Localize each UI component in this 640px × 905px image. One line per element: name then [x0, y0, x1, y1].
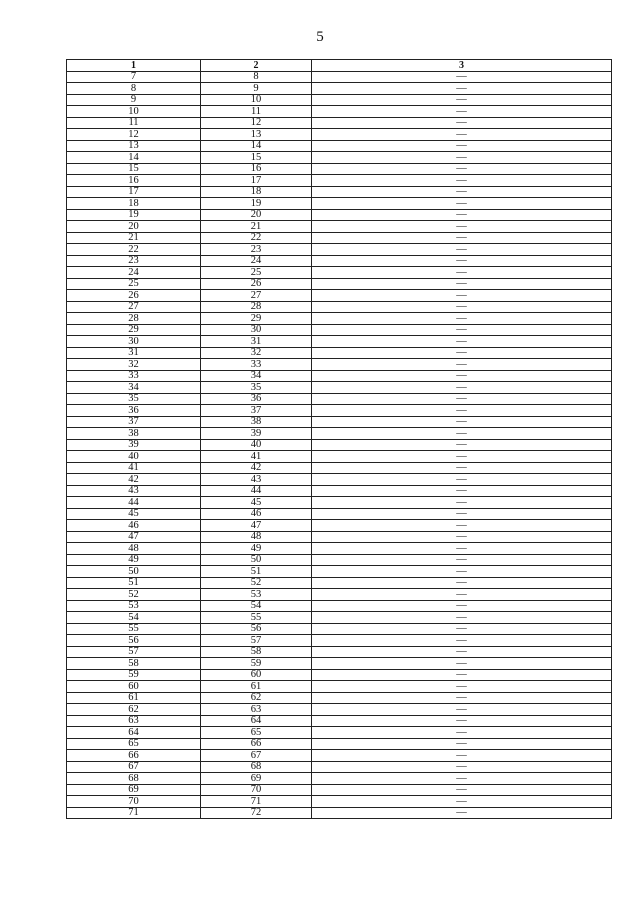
- table-cell-col-1: 15: [67, 163, 201, 175]
- table-cell-col-2: 70: [201, 784, 312, 796]
- table-cell-col-3: —: [312, 416, 612, 428]
- table-row: [67, 428, 612, 440]
- table-cell-col-3: —: [312, 807, 612, 819]
- table-cell-col-2: 13: [201, 129, 312, 141]
- table-cell-col-2: 40: [201, 439, 312, 451]
- table-row: [67, 359, 612, 371]
- table-cell-col-3: —: [312, 566, 612, 578]
- table-row: [67, 71, 612, 83]
- table-cell-col-1: 35: [67, 393, 201, 405]
- table-cell-col-2: 46: [201, 508, 312, 520]
- table-cell-col-3: —: [312, 324, 612, 336]
- table-cell-col-1: 13: [67, 140, 201, 152]
- table-cell-col-2: 45: [201, 497, 312, 509]
- table-cell-col-3: —: [312, 221, 612, 233]
- table-row: [67, 669, 612, 681]
- table-cell-col-3: —: [312, 255, 612, 267]
- header-cell-col-1: 1: [67, 60, 201, 72]
- table-cell-col-1: 28: [67, 313, 201, 325]
- table-cell-col-1: 40: [67, 451, 201, 463]
- table-cell-col-3: —: [312, 439, 612, 451]
- table-cell-col-1: 63: [67, 715, 201, 727]
- table-cell-col-3: —: [312, 727, 612, 739]
- table-cell-col-3: —: [312, 290, 612, 302]
- table-cell-col-2: 16: [201, 163, 312, 175]
- table-cell-col-1: 66: [67, 750, 201, 762]
- table-cell-col-1: 26: [67, 290, 201, 302]
- table-cell-col-2: 21: [201, 221, 312, 233]
- table-cell-col-2: 31: [201, 336, 312, 348]
- table-cell-col-1: 46: [67, 520, 201, 532]
- table-cell-col-3: —: [312, 428, 612, 440]
- table-body: [67, 71, 612, 819]
- table-cell-col-2: 58: [201, 646, 312, 658]
- table-cell-col-1: 67: [67, 761, 201, 773]
- table-cell-col-2: 53: [201, 589, 312, 601]
- table-cell-col-1: 45: [67, 508, 201, 520]
- table-cell-col-3: —: [312, 635, 612, 647]
- table-row: [67, 129, 612, 141]
- table-cell-col-3: —: [312, 94, 612, 106]
- table-cell-col-3: —: [312, 163, 612, 175]
- table-cell-col-1: 20: [67, 221, 201, 233]
- table-cell-col-1: 61: [67, 692, 201, 704]
- table-cell-col-3: —: [312, 646, 612, 658]
- header-cell-col-2: 2: [201, 60, 312, 72]
- table-cell-col-2: 15: [201, 152, 312, 164]
- table-row: [67, 152, 612, 164]
- table-cell-col-1: 19: [67, 209, 201, 221]
- table-cell-col-3: —: [312, 117, 612, 129]
- table-row: [67, 773, 612, 785]
- table-cell-col-2: 34: [201, 370, 312, 382]
- table-row: [67, 198, 612, 210]
- table-row: [67, 313, 612, 325]
- table-cell-col-2: 20: [201, 209, 312, 221]
- table-row: [67, 370, 612, 382]
- table-cell-col-1: 24: [67, 267, 201, 279]
- table-cell-col-1: 58: [67, 658, 201, 670]
- table-row: [67, 543, 612, 555]
- table-row: [67, 83, 612, 95]
- table-cell-col-1: 12: [67, 129, 201, 141]
- table-cell-col-1: 25: [67, 278, 201, 290]
- table-cell-col-2: 62: [201, 692, 312, 704]
- table-row: [67, 347, 612, 359]
- table-cell-col-1: 27: [67, 301, 201, 313]
- table-row: [67, 612, 612, 624]
- table-cell-col-1: 44: [67, 497, 201, 509]
- table-cell-col-3: —: [312, 301, 612, 313]
- table-row: [67, 336, 612, 348]
- table-cell-col-3: —: [312, 370, 612, 382]
- table-cell-col-3: —: [312, 106, 612, 118]
- table-row: [67, 117, 612, 129]
- table-cell-col-2: 48: [201, 531, 312, 543]
- table-cell-col-3: —: [312, 313, 612, 325]
- table-row: [67, 405, 612, 417]
- table-cell-col-1: 10: [67, 106, 201, 118]
- table-cell-col-1: 59: [67, 669, 201, 681]
- table-cell-col-1: 70: [67, 796, 201, 808]
- table-row: [67, 784, 612, 796]
- table-cell-col-3: —: [312, 497, 612, 509]
- table-cell-col-3: —: [312, 393, 612, 405]
- table-row: [67, 623, 612, 635]
- table-row: [67, 474, 612, 486]
- table-cell-col-3: —: [312, 209, 612, 221]
- table-cell-col-1: 37: [67, 416, 201, 428]
- table-cell-col-3: —: [312, 451, 612, 463]
- table-cell-col-1: 60: [67, 681, 201, 693]
- table-cell-col-2: 32: [201, 347, 312, 359]
- table-cell-col-3: —: [312, 784, 612, 796]
- table-cell-col-1: 22: [67, 244, 201, 256]
- table-cell-col-3: —: [312, 543, 612, 555]
- table-cell-col-2: 68: [201, 761, 312, 773]
- table-row: [67, 439, 612, 451]
- table-row: [67, 761, 612, 773]
- header-cell-col-3: 3: [312, 60, 612, 72]
- table-cell-col-3: —: [312, 485, 612, 497]
- table-cell-col-3: —: [312, 738, 612, 750]
- table-cell-col-1: 33: [67, 370, 201, 382]
- table-cell-col-1: 57: [67, 646, 201, 658]
- table-cell-col-2: 30: [201, 324, 312, 336]
- table-row: [67, 175, 612, 187]
- table-row: [67, 646, 612, 658]
- table-row: [67, 554, 612, 566]
- table-cell-col-1: 39: [67, 439, 201, 451]
- table-cell-col-2: 52: [201, 577, 312, 589]
- table-cell-col-3: —: [312, 612, 612, 624]
- table-cell-col-1: 9: [67, 94, 201, 106]
- table-row: [67, 140, 612, 152]
- table-cell-col-1: 11: [67, 117, 201, 129]
- table-cell-col-2: 14: [201, 140, 312, 152]
- table-row: [67, 589, 612, 601]
- table-cell-col-3: —: [312, 750, 612, 762]
- table-row: [67, 255, 612, 267]
- table-cell-col-2: 19: [201, 198, 312, 210]
- table-cell-col-3: —: [312, 244, 612, 256]
- table-cell-col-3: —: [312, 71, 612, 83]
- table-row: [67, 416, 612, 428]
- table-cell-col-3: —: [312, 175, 612, 187]
- table-cell-col-2: 61: [201, 681, 312, 693]
- table-cell-col-2: 22: [201, 232, 312, 244]
- table-cell-col-1: 42: [67, 474, 201, 486]
- table-row: [67, 738, 612, 750]
- table-cell-col-2: 66: [201, 738, 312, 750]
- table-cell-col-2: 17: [201, 175, 312, 187]
- table-row: [67, 600, 612, 612]
- table-cell-col-1: 65: [67, 738, 201, 750]
- table-cell-col-1: 17: [67, 186, 201, 198]
- table-cell-col-1: 32: [67, 359, 201, 371]
- table-cell-col-1: 38: [67, 428, 201, 440]
- table-cell-col-2: 69: [201, 773, 312, 785]
- table-row: [67, 715, 612, 727]
- table-cell-col-2: 57: [201, 635, 312, 647]
- table-row: [67, 267, 612, 279]
- table-cell-col-2: 33: [201, 359, 312, 371]
- table-row: [67, 497, 612, 509]
- table-cell-col-2: 18: [201, 186, 312, 198]
- table-cell-col-2: 25: [201, 267, 312, 279]
- table-cell-col-2: 23: [201, 244, 312, 256]
- table-cell-col-2: 64: [201, 715, 312, 727]
- table-cell-col-3: —: [312, 554, 612, 566]
- table-cell-col-2: 27: [201, 290, 312, 302]
- table-cell-col-3: —: [312, 232, 612, 244]
- table-cell-col-2: 41: [201, 451, 312, 463]
- table-row: [67, 106, 612, 118]
- table-row: [67, 462, 612, 474]
- table-cell-col-2: 10: [201, 94, 312, 106]
- table-cell-col-2: 42: [201, 462, 312, 474]
- table-row: [67, 290, 612, 302]
- table-cell-col-2: 63: [201, 704, 312, 716]
- table-row: [67, 531, 612, 543]
- table-cell-col-2: 50: [201, 554, 312, 566]
- table-cell-col-3: —: [312, 382, 612, 394]
- table-cell-col-3: —: [312, 336, 612, 348]
- page-number: 5: [316, 29, 324, 45]
- table-row: [67, 577, 612, 589]
- table-row: [67, 658, 612, 670]
- table-row: [67, 727, 612, 739]
- table-cell-col-2: 44: [201, 485, 312, 497]
- table-cell-col-1: 18: [67, 198, 201, 210]
- table-row: [67, 324, 612, 336]
- table-cell-col-1: 30: [67, 336, 201, 348]
- table-cell-col-1: 50: [67, 566, 201, 578]
- table-row: [67, 451, 612, 463]
- table-cell-col-3: —: [312, 692, 612, 704]
- table-cell-col-3: —: [312, 520, 612, 532]
- table-row: [67, 382, 612, 394]
- table-cell-col-3: —: [312, 761, 612, 773]
- table-cell-col-3: —: [312, 186, 612, 198]
- table-cell-col-2: 36: [201, 393, 312, 405]
- table-row: [67, 244, 612, 256]
- table-cell-col-1: 71: [67, 807, 201, 819]
- table-cell-col-1: 14: [67, 152, 201, 164]
- table-cell-col-1: 31: [67, 347, 201, 359]
- table-cell-col-1: 36: [67, 405, 201, 417]
- table-cell-col-1: 21: [67, 232, 201, 244]
- table-row: [67, 704, 612, 716]
- table-cell-col-2: 47: [201, 520, 312, 532]
- table-cell-col-3: —: [312, 773, 612, 785]
- table-cell-col-3: —: [312, 462, 612, 474]
- table-cell-col-1: 69: [67, 784, 201, 796]
- table-row: [67, 635, 612, 647]
- table-cell-col-2: 49: [201, 543, 312, 555]
- table-cell-col-3: —: [312, 359, 612, 371]
- table-cell-col-2: 51: [201, 566, 312, 578]
- table-cell-col-2: 67: [201, 750, 312, 762]
- table-cell-col-1: 52: [67, 589, 201, 601]
- table-cell-col-1: 34: [67, 382, 201, 394]
- table-row: [67, 221, 612, 233]
- table-row: [67, 520, 612, 532]
- table-row: [67, 485, 612, 497]
- table-cell-col-1: 43: [67, 485, 201, 497]
- table-cell-col-3: —: [312, 278, 612, 290]
- table-cell-col-2: 71: [201, 796, 312, 808]
- table-cell-col-3: —: [312, 129, 612, 141]
- table-cell-col-3: —: [312, 152, 612, 164]
- table-cell-col-1: 49: [67, 554, 201, 566]
- table-cell-col-3: —: [312, 267, 612, 279]
- table-cell-col-3: —: [312, 83, 612, 95]
- table-cell-col-3: —: [312, 140, 612, 152]
- table-cell-col-1: 56: [67, 635, 201, 647]
- table-cell-col-1: 53: [67, 600, 201, 612]
- table-cell-col-3: —: [312, 508, 612, 520]
- table-cell-col-2: 60: [201, 669, 312, 681]
- table-cell-col-2: 55: [201, 612, 312, 624]
- table-cell-col-2: 65: [201, 727, 312, 739]
- table-cell-col-1: 23: [67, 255, 201, 267]
- table-cell-col-1: 7: [67, 71, 201, 83]
- table-cell-col-2: 56: [201, 623, 312, 635]
- table-row: [67, 278, 612, 290]
- table-cell-col-3: —: [312, 347, 612, 359]
- table-row: [67, 681, 612, 693]
- table-cell-col-2: 29: [201, 313, 312, 325]
- table-cell-col-2: 11: [201, 106, 312, 118]
- data-table: [66, 59, 612, 819]
- table-cell-col-1: 16: [67, 175, 201, 187]
- table-cell-col-3: —: [312, 658, 612, 670]
- table-row: [67, 750, 612, 762]
- table-cell-col-2: 54: [201, 600, 312, 612]
- table-cell-col-3: —: [312, 681, 612, 693]
- table-cell-col-1: 41: [67, 462, 201, 474]
- table-row: [67, 163, 612, 175]
- table-cell-col-2: 35: [201, 382, 312, 394]
- table-row: [67, 796, 612, 808]
- table-cell-col-2: 72: [201, 807, 312, 819]
- table-cell-col-3: —: [312, 715, 612, 727]
- table-cell-col-3: —: [312, 704, 612, 716]
- table-cell-col-2: 8: [201, 71, 312, 83]
- table-row: [67, 566, 612, 578]
- table-cell-col-3: —: [312, 474, 612, 486]
- table-cell-col-1: 54: [67, 612, 201, 624]
- table-cell-col-3: —: [312, 589, 612, 601]
- table-cell-col-3: —: [312, 198, 612, 210]
- table-cell-col-2: 28: [201, 301, 312, 313]
- table-cell-col-3: —: [312, 623, 612, 635]
- table-cell-col-1: 51: [67, 577, 201, 589]
- table-cell-col-2: 24: [201, 255, 312, 267]
- table-cell-col-2: 59: [201, 658, 312, 670]
- table-row: [67, 301, 612, 313]
- table-cell-col-1: 47: [67, 531, 201, 543]
- table-cell-col-1: 48: [67, 543, 201, 555]
- table-row: [67, 186, 612, 198]
- table-cell-col-3: —: [312, 796, 612, 808]
- table-row: [67, 692, 612, 704]
- table-header: [67, 60, 612, 72]
- table-cell-col-1: 62: [67, 704, 201, 716]
- table-cell-col-2: 38: [201, 416, 312, 428]
- table-cell-col-1: 68: [67, 773, 201, 785]
- table-cell-col-3: —: [312, 405, 612, 417]
- table-cell-col-1: 29: [67, 324, 201, 336]
- table-cell-col-2: 26: [201, 278, 312, 290]
- table-row: [67, 232, 612, 244]
- table-cell-col-1: 8: [67, 83, 201, 95]
- table-row: [67, 209, 612, 221]
- table-cell-col-3: —: [312, 600, 612, 612]
- table-row: [67, 393, 612, 405]
- table-cell-col-2: 43: [201, 474, 312, 486]
- table-cell-col-2: 37: [201, 405, 312, 417]
- table-cell-col-2: 12: [201, 117, 312, 129]
- table-cell-col-2: 39: [201, 428, 312, 440]
- table-cell-col-3: —: [312, 669, 612, 681]
- table-row: [67, 94, 612, 106]
- table-cell-col-3: —: [312, 577, 612, 589]
- table-row: [67, 807, 612, 819]
- table-cell-col-3: —: [312, 531, 612, 543]
- table-row: [67, 508, 612, 520]
- table-cell-col-1: 55: [67, 623, 201, 635]
- header-row: [67, 60, 612, 72]
- table-cell-col-2: 9: [201, 83, 312, 95]
- table-cell-col-1: 64: [67, 727, 201, 739]
